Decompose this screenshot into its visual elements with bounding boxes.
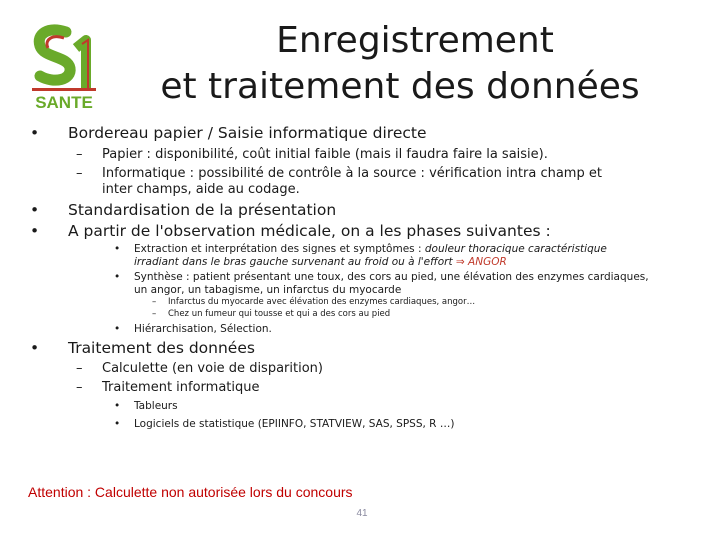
dash-marker: –: [152, 297, 157, 307]
phase-synthesis: [114, 271, 649, 284]
sub-item-text: Calculette (en voie de disparition): [102, 361, 323, 376]
sub-item-digital: [76, 166, 602, 182]
sub-item-paper: [76, 147, 548, 163]
bullet-marker: •: [30, 222, 40, 240]
phase-hierarchisation: [114, 323, 272, 336]
dash-marker: –: [152, 309, 157, 319]
bullet-standardisation: [30, 201, 336, 220]
bullet-marker: •: [30, 124, 40, 142]
sub-item-text: Informatique : possibilité de contrôle à la source : vérification intra champ et: [102, 166, 602, 181]
s1-sante-logo: [26, 18, 100, 114]
sub-item-text: inter champs, aide au codage.: [102, 182, 300, 197]
bullet-marker: •: [114, 243, 121, 255]
dash-marker: –: [76, 147, 83, 162]
logo-base-bar: [32, 88, 96, 91]
dash-marker: –: [76, 361, 83, 376]
sub-item-text: Traitement informatique: [102, 380, 260, 395]
phase-synthesis-continued: [134, 284, 401, 297]
bullet-text: Traitement des données: [68, 339, 255, 357]
bullet-text: Standardisation de la présentation: [68, 201, 337, 219]
sub-item-calculator: [76, 361, 323, 377]
page-number: 41: [356, 508, 368, 519]
phase-example-continued: irradiant dans le bras gauche survenant au froid ou à l'effort: [134, 256, 456, 268]
tool-text: Tableurs: [134, 400, 178, 412]
synthesis-detail-2: [152, 309, 390, 320]
sub-item-digital-continued: [102, 182, 300, 198]
phase-example: douleur thoracique caractéristique: [424, 243, 607, 255]
angor-result: ⇒ ANGOR: [455, 256, 507, 268]
slide-title: [150, 18, 650, 110]
tool-text: Logiciels de statistique (EPIINFO, STATVIEW, SAS, SPSS, R …): [134, 418, 455, 430]
bullet-marker: •: [30, 201, 40, 219]
logo-s-accent: [47, 37, 64, 48]
tool-statistics-software: [114, 418, 454, 431]
tool-spreadsheets: [114, 400, 178, 413]
synthesis-detail-1: [152, 297, 475, 308]
bullet-text: Bordereau papier / Saisie informatique directe: [68, 124, 427, 142]
bullet-marker: •: [114, 418, 121, 430]
phase-text: Synthèse : patient présentant une toux, des cors au pied, une élévation des enzymes cardiaques,: [134, 271, 649, 283]
phase-label: Extraction et interprétation des signes et symptômes :: [134, 243, 425, 255]
bullet-observation-phases: [30, 222, 551, 241]
bullet-marker: •: [114, 400, 121, 412]
sub-item-text: Papier : disponibilité, coût initial faible (mais il faudra faire la saisie).: [102, 147, 548, 162]
bullet-text: A partir de l'observation médicale, on a les phases suivantes :: [68, 222, 551, 240]
title-line-1: Enregistrement: [276, 20, 554, 61]
bullet-marker: •: [30, 339, 40, 357]
phase-extraction: [114, 243, 607, 256]
phase-text: un angor, un tabagisme, un infarctus du myocarde: [134, 284, 402, 296]
bullet-paper-vs-digital: [30, 124, 427, 143]
detail-text: Chez un fumeur qui tousse et qui a des cors au pied: [168, 309, 391, 319]
bullet-marker: •: [114, 271, 121, 283]
phase-extraction-continued: [134, 256, 507, 269]
logo-text: SANTE: [35, 93, 93, 112]
attention-note: Attention : Calculette non autorisée lors du concours: [28, 484, 353, 500]
phase-text: Hiérarchisation, Sélection.: [134, 323, 272, 335]
detail-text: Infarctus du myocarde avec élévation des enzymes cardiaques, angor…: [168, 297, 476, 307]
dash-marker: –: [76, 380, 83, 395]
bullet-data-processing: [30, 339, 255, 358]
sub-item-computing: [76, 380, 260, 396]
bullet-marker: •: [114, 323, 121, 335]
logo-one: [76, 40, 86, 90]
dash-marker: –: [76, 166, 83, 181]
title-line-2: et traitement des données: [160, 66, 640, 107]
